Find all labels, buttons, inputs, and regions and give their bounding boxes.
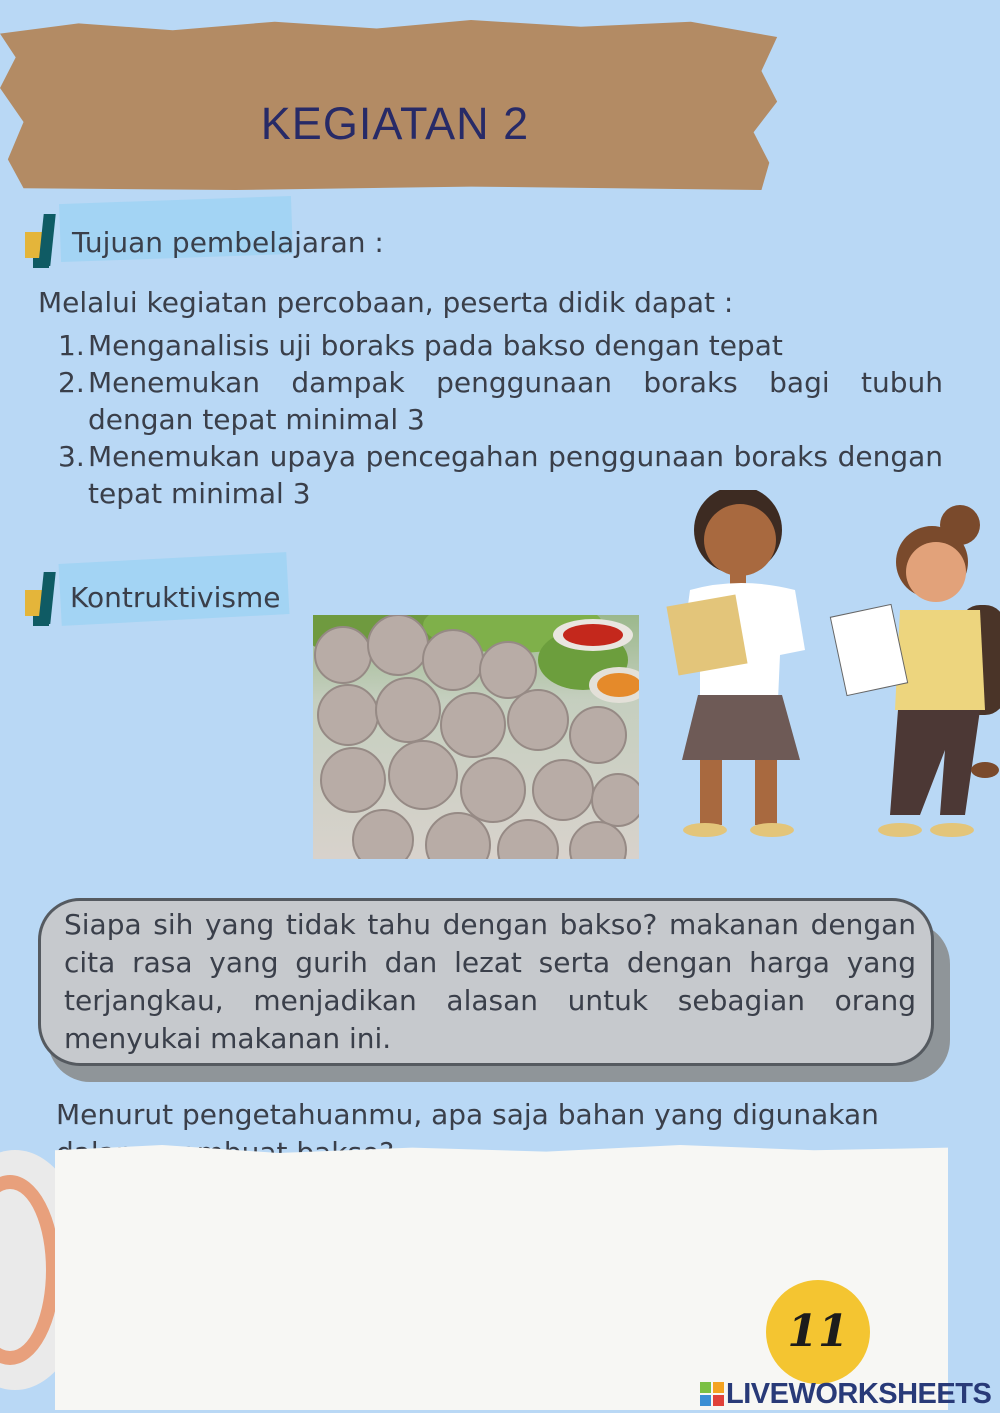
objectives-heading: Tujuan pembelajaran :	[72, 226, 384, 259]
objective-text: Menemukan dampak penggunaan boraks bagi tubuh dengan tepat minimal 3	[88, 366, 943, 436]
page-number-badge: 11	[766, 1280, 870, 1384]
bubble-text: Siapa sih yang tidak tahu dengan bakso? makanan dengan cita rasa yang gurih dan lezat serta dengan harga yang terjangkau, menjadikan alasan untuk sebagian orang menyukai makanan ini.	[64, 908, 916, 1055]
watermark-text: LIVEWORKSHEETS	[726, 1377, 992, 1410]
students-illustration	[660, 490, 1000, 850]
objectives-intro: Melalui kegiatan percobaan, peserta didik dapat :	[38, 286, 734, 319]
section-marker-icon	[25, 572, 65, 630]
objective-item	[58, 327, 943, 364]
objective-number: 2.	[58, 366, 85, 399]
objective-text: Menganalisis uji boraks pada bakso dengan tepat	[88, 329, 783, 362]
question-line: Menurut pengetahuanmu, apa saja bahan yang digunakan	[56, 1098, 879, 1131]
objective-item	[58, 364, 943, 438]
meatball-photo	[313, 615, 639, 859]
objective-number: 3.	[58, 440, 85, 473]
constructivism-heading: Kontruktivisme	[70, 581, 281, 614]
liveworksheets-logo-icon	[700, 1382, 724, 1406]
section-marker-icon	[25, 214, 65, 272]
page-title: KEGIATAN 2	[260, 98, 530, 149]
objective-number: 1.	[58, 329, 85, 362]
objective-text: Menemukan upaya pencegahan penggunaan boraks dengan tepat minimal 3	[88, 440, 943, 510]
watermark	[700, 1378, 991, 1410]
